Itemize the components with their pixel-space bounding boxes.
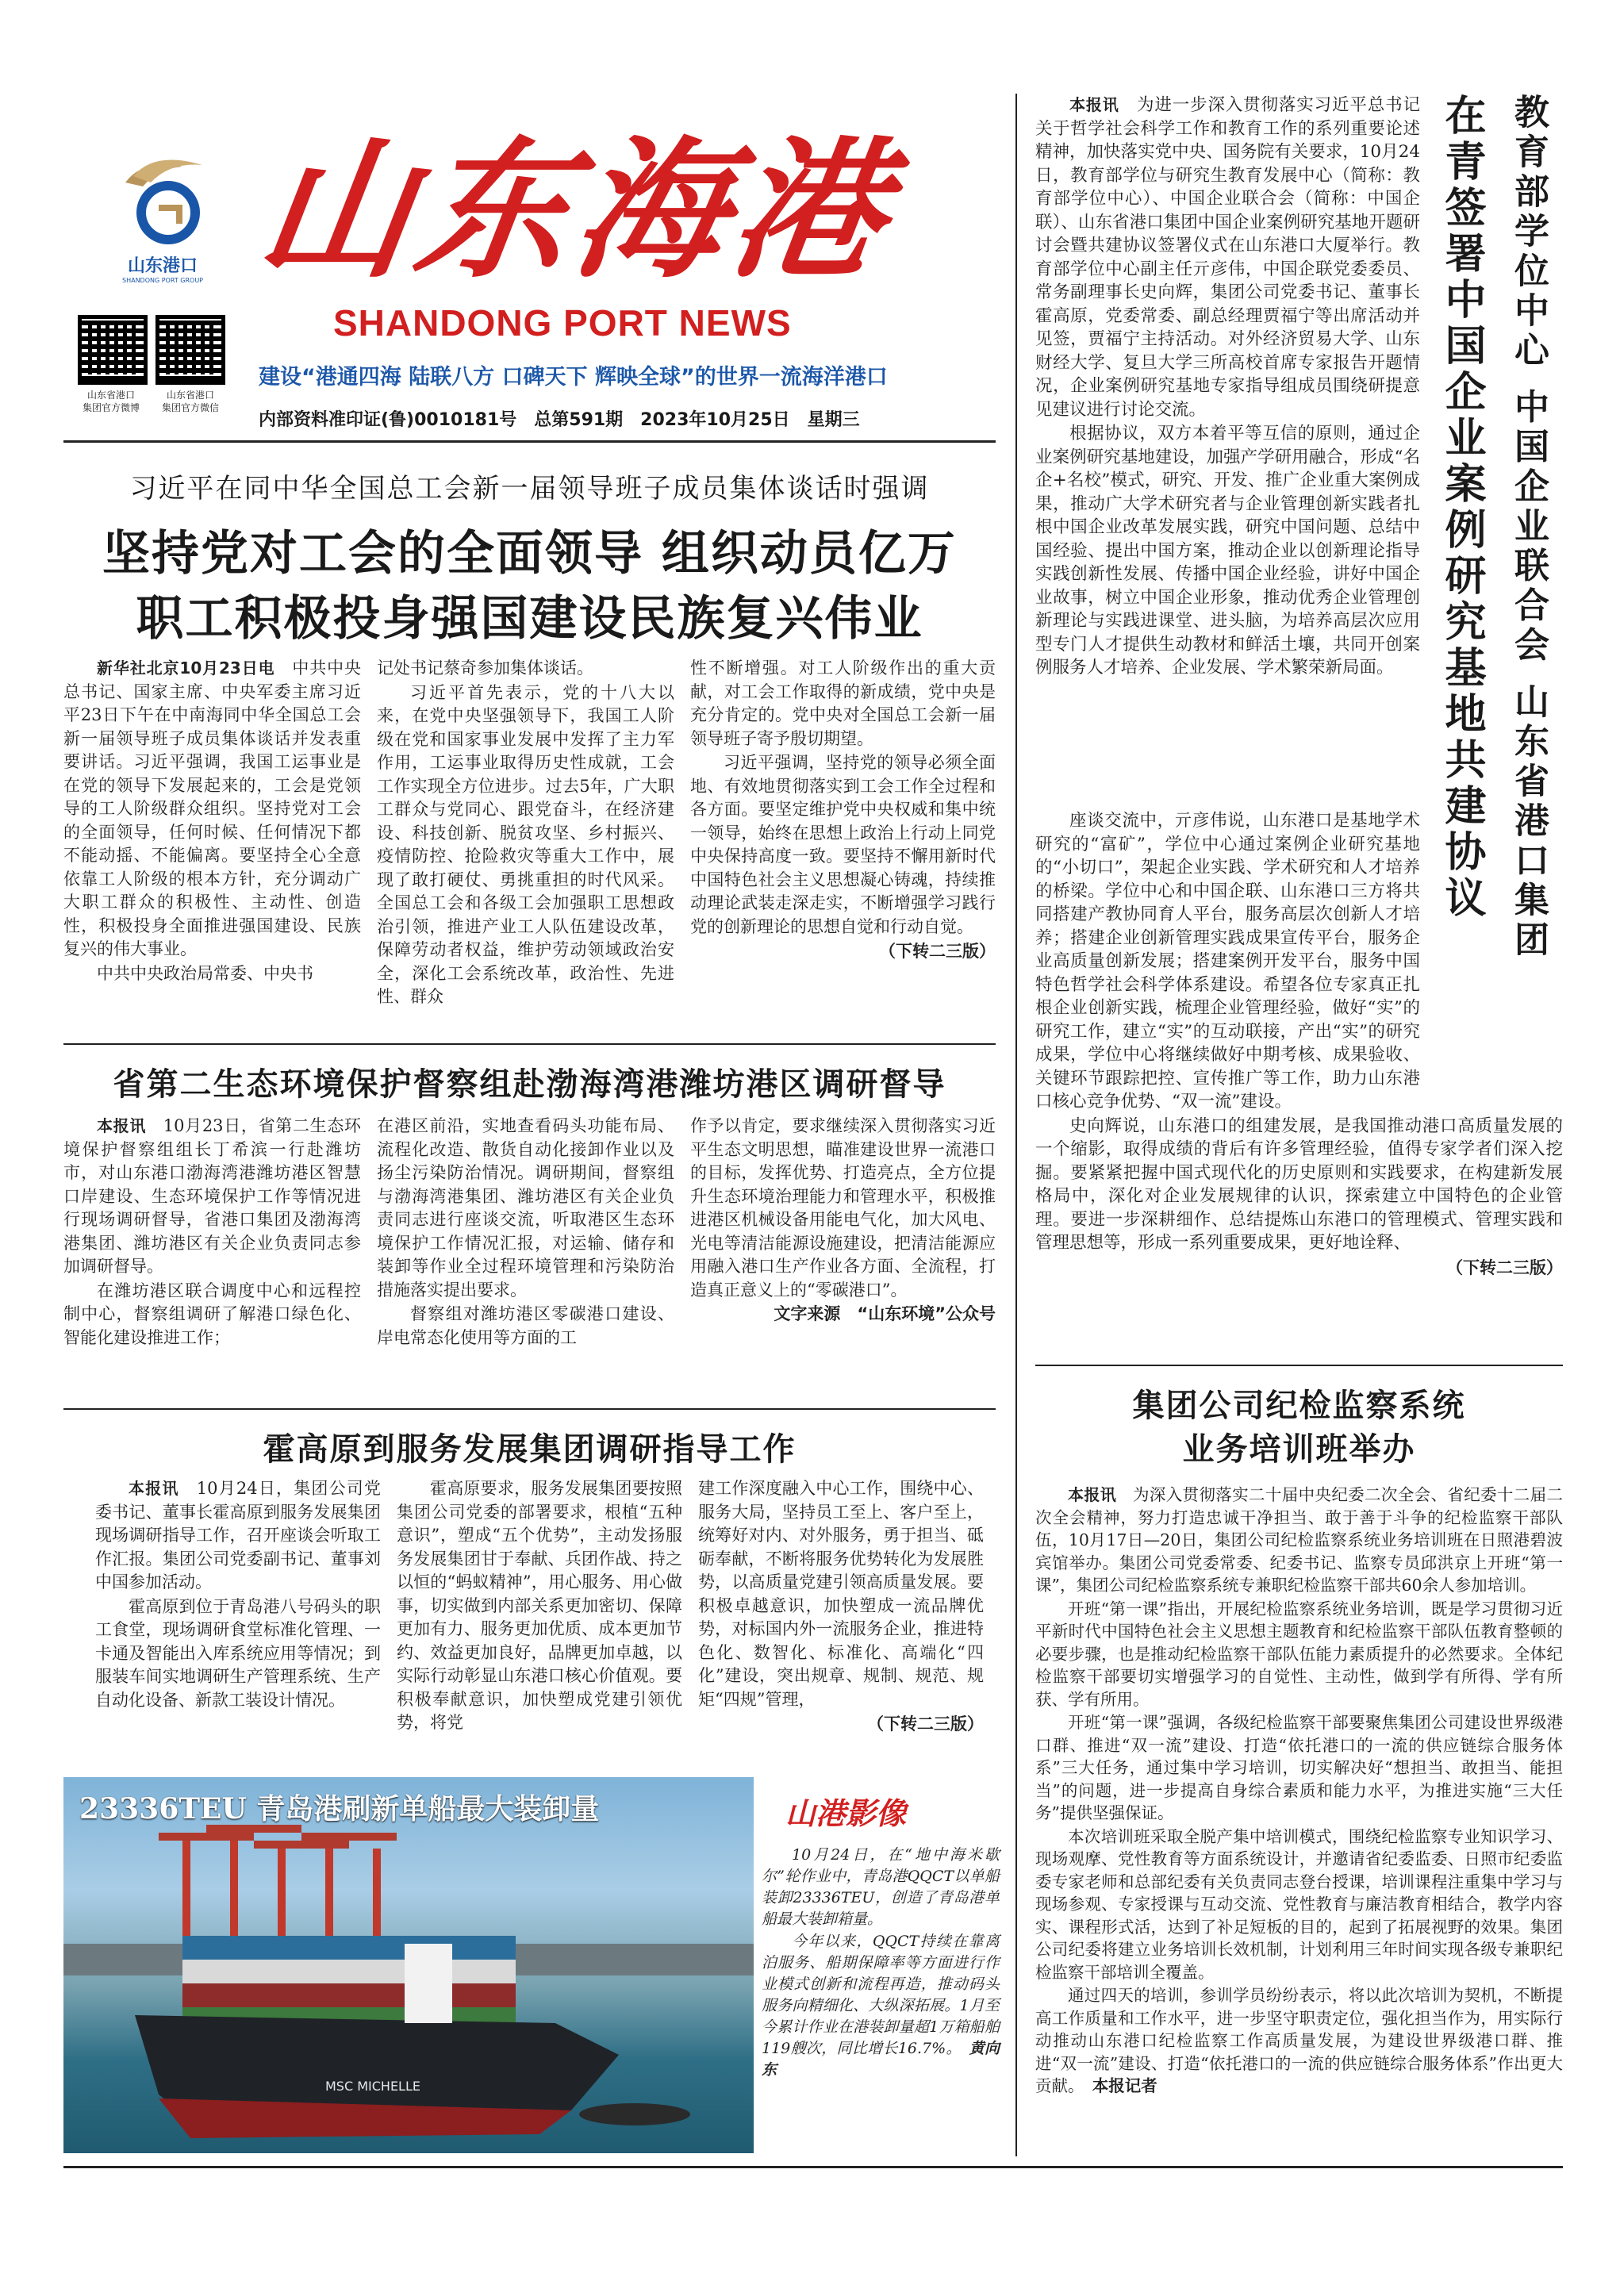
article5-p4: 本次培训班采取全脱产集中培训模式，围绕纪检监察专业知识学习、现场观摩、党性教育等方面系统设计，并邀请省纪委监委、日照市纪委监委专家老师和总部纪委有关负责同志登台授课，培训课程注重集中学习与现场参观、专家授课与互动交流、党性教育与廉洁教育相结合，教学内容实、课程形式活，达到了补足短板的目的，起到了拓展视野的效果。集团公司纪委将建立业务培训长效机制，计划利用三年时间实现各级专兼职纪检监察干部培训全覆盖。 <box>1035 1826 1563 1982</box>
article4-p3: 座谈交流中，亓彦伟说，山东港口是基地学术研究的“富矿”，学位中心通过案例企业研究基地的“小切口”，架起企业实践、学术研究和人才培养的桥梁。学位中心和中国企联、山东港口三方将共同搭建产教协同育人平台，服务高层次创新人才培养；搭建企业创新管理实践成果宣传平台，服务企业高质量创新发展；搭建案例开发平台，服务中国特色哲学社会科学体系建设。希望各位专家真正扎根企业创新实践，梳理企业管理经验，做好“实”的研究工作，建立“实”的互动联接，产出“实”的研究成果，学位中心将继续做好中期考核、成果验收、关键环节跟踪把控、宣传推广等工作，助力山东港口核心竞争优势、“双一流”建设。 <box>1035 811 1420 1112</box>
article3-column-1 <box>95 1477 381 1713</box>
article5-p1: 为深入贯彻落实二十届中央纪委二次全会、省纪委十二届二次全会精神，努力打造忠诚干净担当、敢于善于斗争的纪检监察干部队伍，10月17日—20日，集团公司纪检监察系统业务培训班在日照港碧波宾馆举办。集团公司党委常委、纪委书记、监察专员邱洪京上开班“第一课”，集团公司纪检监察系统专兼职纪检监察干部共60余人参加培训。 <box>1035 1485 1564 1595</box>
article5-headline-line1: 集团公司纪检监察系统 <box>1132 1388 1466 1424</box>
article2-column-1 <box>63 1115 361 1350</box>
article2-lead: 本报讯 <box>97 1116 147 1135</box>
article1-continued: （下转二三版） <box>879 941 996 961</box>
photo-feature-byline: 黄向东 <box>762 2040 1000 2079</box>
photo-feature-p1: 10月24日，在“地中海米歇尔”轮作业中，青岛港QQCT以单船装卸23336TEU，创造了青岛港单船最大装卸箱量。 <box>762 1846 1000 1928</box>
article1-column-1 <box>63 657 361 986</box>
article3-col1-p2: 霍高原到位于青岛港八号码头的职工食堂，现场调研食堂标准化管理、一卡通及智能出入库系统应用等情况；到服装车间实地调研生产管理系统、生产自动化设备、新款工装设计情况。 <box>95 1596 381 1710</box>
article2-col1-p2: 在潍坊港区联合调度中心和远程控制中心，督察组调研了解港口绿色化、智能化建设推进工作； <box>63 1280 361 1347</box>
article3-headline: 霍高原到服务发展集团调研指导工作 <box>263 1431 797 1468</box>
article5-p5: 通过四天的培训，参训学员纷纷表示，将以此次培训为契机，不断提高工作质量和工作水平，进一步坚守职责定位，强化担当作为，用实际行动推动山东港口纪检监察工作高质量发展，为建设世界级港口群、推进“双一流”建设、打造“依托港口的一流的供应链综合服务体系”作出更大贡献。 <box>1035 1986 1563 2095</box>
article1-column-2 <box>377 657 674 1010</box>
article1-headline-line1: 坚持党对工会的全面领导 组织动员亿万 <box>102 526 957 582</box>
masthead-rule <box>63 440 996 443</box>
ship-name-label: MSC MICHELLE <box>325 2079 420 2094</box>
article1-headline-line2: 职工积极投身强国建设民族复兴伟业 <box>136 591 923 647</box>
article4-p2: 根据协议，双方本着平等互信的原则，通过企业案例研究基地建设，加强产学研用融合，形成“名企+名校”模式，研究、开发、推广企业重大案例成果，推动广大学术研究者与企业管理创新实践者扎根中国企业改革发展实践，研究中国问题、总结中国经验、提出中国方案，推动企业以创新理论指导实践创新性发展、传播中国企业经验，讲好中国企业故事，树立中国企业形象，推动优秀企业管理创新理论与实践进课堂、进头脑，为培养高层次应用型专门人才提供生动教材和鲜活土壤，共同开创案例服务人才培养、企业发展、学术繁荣新局面。 <box>1035 424 1420 678</box>
qr-label-weibo: 山东省港口 集团官方微博 <box>82 390 140 413</box>
container-ship-photo <box>63 1777 754 2153</box>
article2-col2-p1: 在港区前沿，实地查看码头功能布局、流程化改造、散货自动化接卸作业以及扬尘污染防治情况。调研期间，督察组与渤海湾港集团、潍坊港区有关企业负责同志进行座谈交流，听取港区生态环境保护工作情况汇报，对运输、储存和装卸等作业全过程环境管理和污染防治措施落实提出要求。 <box>377 1116 674 1300</box>
article2-col2-p2: 督察组对潍坊港区零碳港口建设、岸电常态化使用等方面的工 <box>377 1304 674 1347</box>
article3-col2-p1: 霍高原要求，服务发展集团要按照集团公司党委的部署要求，根植“五种意识”，塑成“五个优势”，主动发扬服务发展集团甘于奉献、兵团作战、持之以恒的“蚂蚁精神”，用心服务、用心做事，切实做到内部关系更加密切、保障更加有力、服务更加优质、成本更加节约、效益更加良好，品牌更加卓越，以实际行动彰显山东港口核心价值观。要积极奉献意识，加快塑成党建引领优势，将党 <box>397 1479 682 1732</box>
brand-name-cn: 山东港口 <box>127 256 198 276</box>
article2-column-3 <box>690 1115 996 1327</box>
article3-lead: 本报讯 <box>129 1479 179 1498</box>
photo-feature-section-logo: 山港影像 <box>785 1795 907 1831</box>
article1-col2-p2: 习近平首先表示，党的十八大以来，在党中央坚强领导下，我国工人阶级在党和国家事业发展中发挥了主力军作用，工运事业取得历史性成就，工会工作实现全方位进步。过去5年，广大职工群众与党同心、跟党奋斗，在经济建设、科技创新、脱贫攻坚、乡村振兴、疫情防控、抢险救灾等重大工作中，展现了敢打硬仗、勇挑重担的时代风采。全国总工会和各级工会加强职工思想政治引领，推进产业工人队伍建设改革，保障劳动者权益，维护劳动领域政治安全，深化工会系统改革，政治性、先进性、群众 <box>377 682 674 1006</box>
article4-lead: 本报讯 <box>1069 95 1119 114</box>
article1-dateline: 新华社北京10月23日电 <box>97 658 275 678</box>
page-bottom-rule <box>63 2166 1563 2168</box>
article1-col1-p1: 中共中央总书记、国家主席、中央军委主席习近平23日下午在中南海同中华全国总工会新一届领导班子成员集体谈话并发表重要讲话。习近平强调，我国工运事业是在党的领导下发展起来的，工会是党领导的工人阶级群众组织。坚持党对工会的全面领导，任何时候、任何情况下都不能动摇、不能偏离。要坚持全心全意依靠工人阶级的根本方针，充分调动广大职工群众的积极性、主动性、创造性，积极投身全面推进强国建设、民族复兴的伟大事业。 <box>63 658 362 958</box>
article5-headline-line2: 业务培训班举办 <box>1182 1431 1416 1468</box>
rule-2 <box>63 1408 996 1410</box>
rule-right-1 <box>1035 1365 1563 1366</box>
photo-feature <box>63 1777 754 2153</box>
issue-line: 内部资料准印证(鲁)0010181号 总第591期 2023年10月25日 星期三 <box>259 410 860 430</box>
article3-column-3 <box>698 1477 984 1737</box>
photo-feature-text <box>762 1845 1000 2082</box>
article2-headline: 省第二生态环境保护督察组赴渤海湾港潍坊港区调研督导 <box>113 1066 946 1103</box>
weibo-qr-code <box>78 315 148 385</box>
article5-p3: 开班“第一课”强调，各级纪检监察干部要聚焦集团公司建设世界级港口群、推进“双一流”建设、打造“依托港口的一流的供应链综合服务体系”三大任务，通过集中学习培训，切实解决好“想担当、敢担当、能担当”的问题，进一步提高自身综合素质和能力水平，为推进实施“三大任务”提供坚强保证。 <box>1035 1713 1563 1822</box>
article5-byline: 本报记者 <box>1092 2076 1157 2095</box>
article4-continued: （下转二三版） <box>1446 1257 1563 1277</box>
photo-banner: 23336TEU 青岛港刷新单船最大装卸量 <box>79 1792 600 1826</box>
article4-p4: 史向辉说，山东港口的组建发展，是我国推动港口高质量发展的一个缩影，取得成绩的背后有许多管理经验，值得专家学者们深入挖掘。要紧紧把握中国式现代化的历史原则和实践要求，在构建新发展格局中，深化对企业发展规律的认识，探索建立中国特色的企业管理。要进一步深耕细作、总结提炼山东港口的管理模式、管理实践和管理思想等，形成一系列重要成果，更好地诠释、 <box>1035 1115 1563 1253</box>
qr-label-wechat: 山东省港口 集团官方微信 <box>161 390 219 413</box>
brand-logo-icon <box>111 151 214 246</box>
article1-col2-p1: 记处书记蔡奇参加集体谈话。 <box>377 658 593 678</box>
article1-col1-p2: 中共中央政治局常委、中央书 <box>97 963 313 983</box>
brand-name-en: SHANDONG PORT GROUP <box>122 277 203 284</box>
article3-continued: （下转二三版） <box>867 1714 984 1734</box>
masthead-title-en: SHANDONG PORT NEWS <box>333 302 792 344</box>
rule-1 <box>63 1043 996 1045</box>
article5-lead: 本报讯 <box>1068 1485 1117 1504</box>
article5-p2: 开班“第一课”指出，开展纪检监察系统业务培训，既是学习贯彻习近平新时代中国特色社会主义思想主题教育和纪检监察干部队伍教育整顿的必要步骤，也是推动纪检监察干部队伍能力素质提升的必然要求。全体纪检监察干部要切实增强学习的自觉性、主动性，做到学有所得、学有所获、学有所用。 <box>1035 1599 1563 1709</box>
article4-headline-line1: 教育部学位中心 中国企业联合会 山东省港口集团 <box>1508 94 1549 961</box>
article1-col3-p1: 性不断增强。对工人阶级作出的重大贡献，对工会工作取得的新成绩，党中央是充分肯定的。党中央对全国总工会新一届领导班子寄予殷切期望。 <box>690 658 996 748</box>
article4-body-upper <box>1035 94 1420 681</box>
article1-kicker: 习近平在同中华全国总工会新一届领导班子成员集体谈话时强调 <box>129 473 930 505</box>
masthead-slogan: 建设“港通四海 陆联八方 口碑天下 辉映全球”的世界一流海洋港口 <box>259 365 888 390</box>
article4-body-lower <box>1035 809 1563 1280</box>
article3-column-2 <box>397 1477 682 1736</box>
article2-col3-p1: 作予以肯定，要求继续深入贯彻落实习近平生态文明思想，瞄准建设世界一流港口的目标，发挥优势、打造亮点，全方位提升生态环境治理能力和管理水平，积极推进港区机械设备用能电气化，加大风电、光电等清洁能源设施建设，把清洁能源应用融入港口生产作业各方面、全流程，打造真正意义上的“零碳港口”。 <box>690 1116 996 1300</box>
article4-p1: 为进一步深入贯彻落实习近平总书记关于哲学社会科学工作和教育工作的系列重要论述精神，加快落实党中央、国务院有关要求，10月24日，教育部学位与研究生教育发展中心（简称：教育部学位中心）、中国企业联合会（简称：中国企联）、山东省港口集团中国企业案例研究基地开题研讨会暨共建协议签署仪式在山东港口大厦举行。教育部学位中心副主任亓彦伟，中国企联党委委员、常务副理事长史向辉，集团公司党委书记、董事长霍高原，党委常委、副总经理贾福宁等出席活动并见签，贾福宁主持活动。对外经济贸易大学、山东财经大学、复旦大学三所高校首席专家报告开题情况，企业案例研究基地专家指导组成员围绕研提意见建议进行讨论交流。 <box>1035 95 1420 420</box>
article3-col3-p1: 建工作深度融入中心工作，围绕中心、服务大局，坚持员工至上、客户至上，统筹好对内、对外服务，勇于担当、砥砺奉献，不断将服务优势转化为发展胜势，以高质量党建引领高质量发展。要积极卓越意识，加快塑成一流品牌优势，对标国内外一流服务企业，推进特色化、数智化、标准化、高端化“四化”建设，突出规章、规制、规范、规矩“四规”管理， <box>698 1479 984 1709</box>
article4-headline-line2: 在青签署中国企业案例研究基地共建协议 <box>1438 94 1485 922</box>
article1-col3-p2: 习近平强调，坚持党的领导必须全面地、有效地贯彻落实到工会工作全过程和各方面。要坚定维护党中央权威和集中统一领导，始终在思想上政治上行动上同党中央保持高度一致。要坚持不懈用新时代中国特色社会主义思想凝心铸魂，持续推动理论武装走深走实，不断增强学习践行党的创新理论的思想自觉和行动自觉。 <box>690 753 996 936</box>
article5-body <box>1035 1484 1563 2098</box>
article2-column-2 <box>377 1115 674 1350</box>
column-divider <box>1015 94 1017 2156</box>
article2-col1-p1: 10月23日，省第二生态环境保护督察组组长丁希滨一行赴潍坊市，对山东港口渤海湾港潍坊港区智慧口岸建设、生态环境保护工作等情况进行现场调研督导，省港口集团及渤海湾港集团、潍坊港区有关企业负责同志参加调研督导。 <box>63 1116 361 1276</box>
article2-source: 文字来源 “山东环境”公众号 <box>774 1304 996 1323</box>
article3-col1-p1: 10月24日，集团公司党委书记、董事长霍高原到服务发展集团现场调研指导工作，召开座谈会听取工作汇报。集团公司党委副书记、董事刘中国参加活动。 <box>95 1479 382 1591</box>
masthead-title: 山东海港 <box>249 121 903 298</box>
photo-feature-p2: 今年以来，QQCT持续在靠离泊服务、船期保障率等方面进行作业模式创新和流程再造，推动码头服务向精细化、大纵深拓展。1月至今累计作业在港装卸量超1万箱船舶119艘次，同比增长16.7%。 <box>762 1933 1000 2057</box>
brand-logo <box>111 151 214 284</box>
wechat-qr-code <box>155 315 225 385</box>
article1-column-3 <box>690 657 996 964</box>
